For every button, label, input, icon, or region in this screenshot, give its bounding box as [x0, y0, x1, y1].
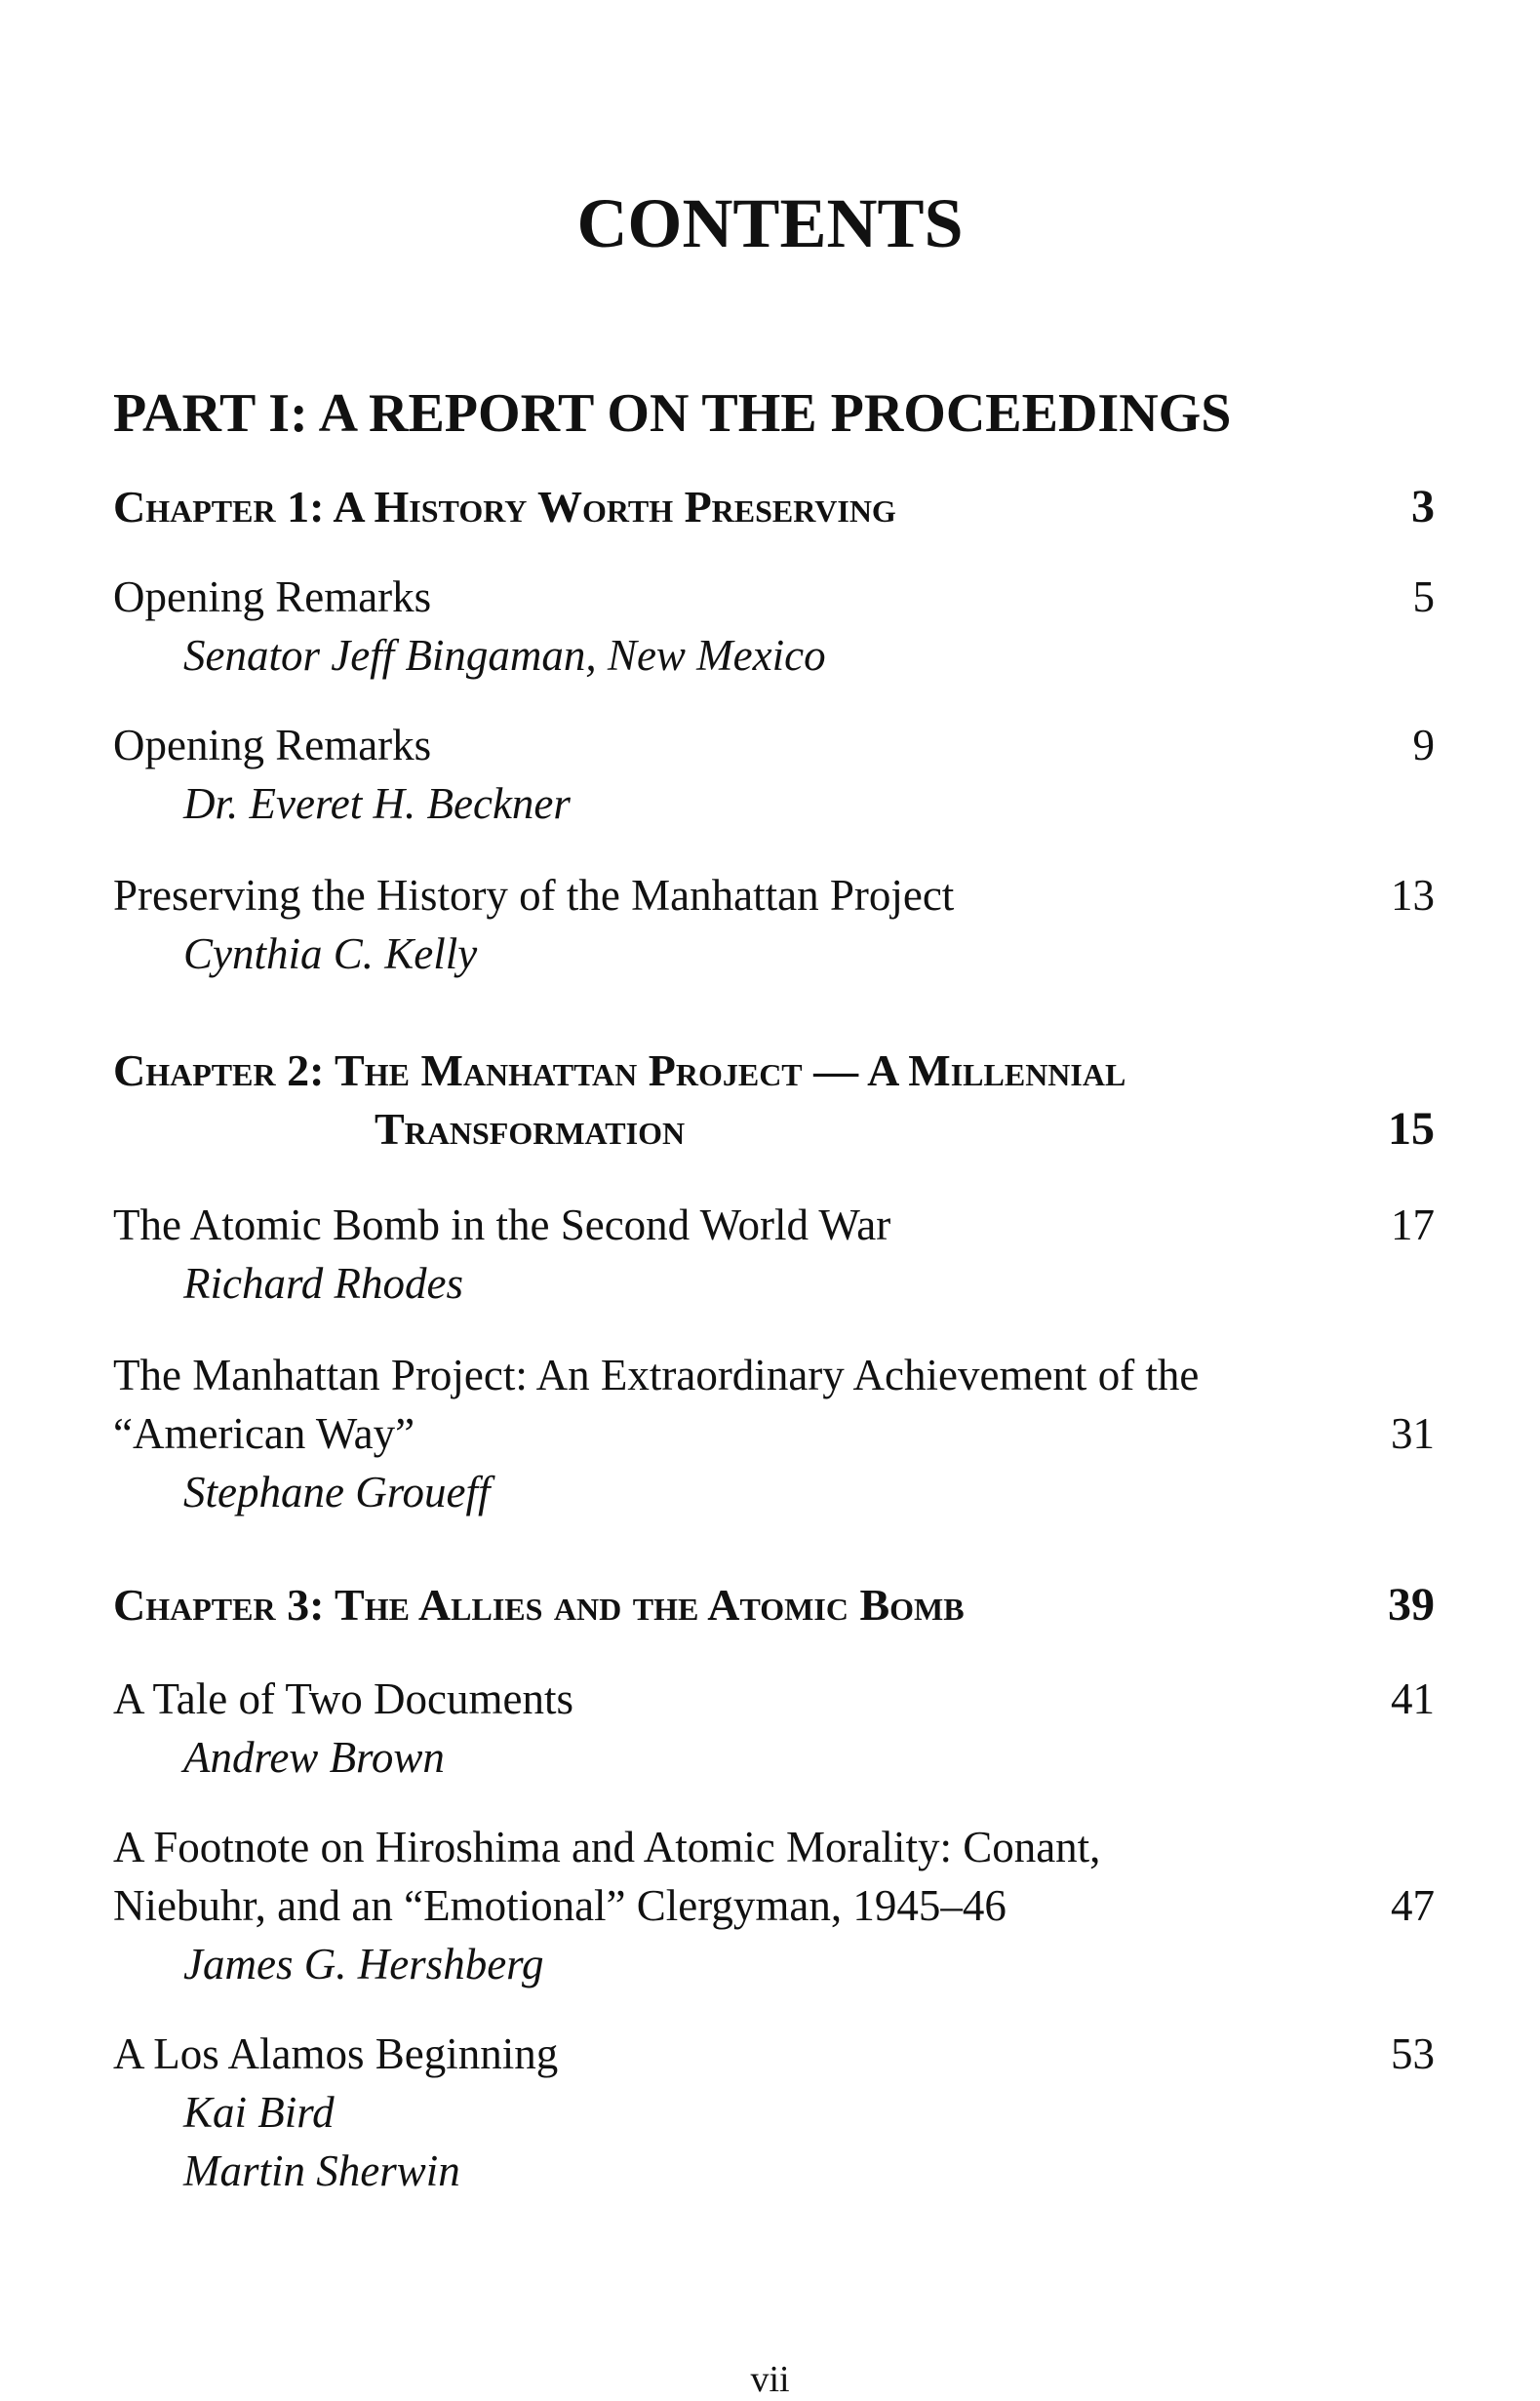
toc-entry — [113, 2025, 1435, 2200]
entry-title: Preserving the History of the Manhattan Project — [113, 871, 955, 920]
entry-title: A Los Alamos Beginning — [113, 2029, 559, 2078]
entry-author: Martin Sherwin — [183, 2146, 460, 2195]
chapter-title: Chapter 3: The Allies and the Atomic Bomb — [113, 1580, 965, 1630]
entry-title: Opening Remarks — [113, 721, 432, 769]
entry-page-number: 53 — [1391, 2029, 1435, 2078]
entry-page-number: 41 — [1391, 1674, 1435, 1723]
entry-title: The Atomic Bomb in the Second World War — [113, 1200, 891, 1249]
entry-title-line: Niebuhr, and an “Emotional” Clergyman, 1945–46 — [113, 1881, 1007, 1930]
toc-entry — [113, 1196, 1435, 1313]
entry-page-number: 47 — [1391, 1881, 1435, 1930]
entry-page-number: 13 — [1391, 871, 1435, 920]
chapter-heading — [113, 1576, 1435, 1634]
entry-page-number: 5 — [1412, 572, 1435, 621]
page-folio: vii — [750, 2359, 790, 2400]
entry-author: Stephane Groueff — [183, 1468, 491, 1516]
entry-title: A Tale of Two Documents — [113, 1674, 573, 1723]
chapter-title: Chapter 2: The Manhattan Project — A Millennial — [113, 1045, 1126, 1095]
entry-title: Opening Remarks — [113, 572, 432, 621]
chapter-title-continued: Transformation — [375, 1104, 686, 1154]
chapter-title: Chapter 1: A History Worth Preserving — [113, 482, 896, 531]
entry-title-line: “American Way” — [113, 1409, 415, 1458]
entry-author: Dr. Everet H. Beckner — [183, 779, 571, 828]
entry-author: Cynthia C. Kelly — [183, 929, 478, 978]
part-heading: PART I: A REPORT ON THE PROCEEDINGS — [113, 383, 1232, 444]
toc-entry — [113, 716, 1435, 833]
chapter-page-number: 15 — [1388, 1103, 1435, 1155]
entry-author: Andrew Brown — [183, 1733, 445, 1782]
entry-title-line: The Manhattan Project: An Extraordinary Achievement of the — [113, 1351, 1200, 1399]
entry-page-number: 31 — [1391, 1409, 1435, 1458]
chapter-page-number: 39 — [1388, 1579, 1435, 1631]
toc-entry — [113, 1670, 1435, 1787]
toc-entry — [113, 866, 1435, 983]
toc-entry — [113, 1818, 1435, 1993]
toc-entry — [113, 568, 1435, 685]
page-title: CONTENTS — [576, 184, 964, 262]
entry-author: Kai Bird — [183, 2088, 335, 2137]
entry-title-line: A Footnote on Hiroshima and Atomic Morality: Conant, — [113, 1823, 1101, 1871]
chapter-heading — [113, 478, 1435, 536]
chapter-page-number: 3 — [1411, 481, 1435, 532]
toc-entry — [113, 1346, 1435, 1521]
entry-author: Senator Jeff Bingaman, New Mexico — [183, 631, 826, 680]
entry-page-number: 17 — [1391, 1200, 1435, 1249]
chapter-heading — [113, 1042, 1435, 1159]
entry-page-number: 9 — [1412, 721, 1435, 769]
entry-author: Richard Rhodes — [183, 1259, 464, 1308]
entry-author: James G. Hershberg — [183, 1940, 544, 1988]
